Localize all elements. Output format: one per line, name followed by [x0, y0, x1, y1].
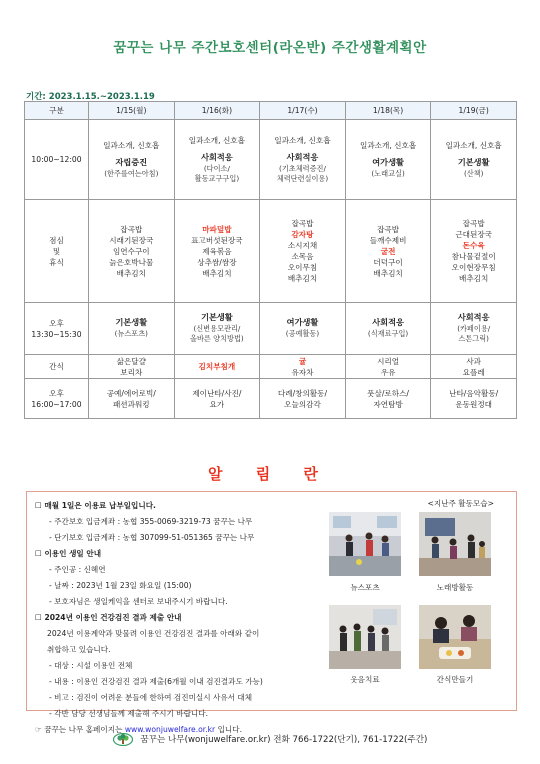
notice-item: - 날짜 : 2023년 1월 23일 화요일 (15:00) — [49, 581, 192, 590]
cell-line: 유자차 — [291, 367, 314, 377]
notice-item: - 주간보호 입금계좌 : 농협 355-0069-3219-73 꿈꾸는 나무 — [49, 517, 253, 526]
cell-detail: (다이소/ — [203, 163, 230, 173]
cell-program: 사회적응 — [286, 151, 319, 162]
table-row — [25, 379, 517, 419]
schedule-cell — [89, 355, 175, 379]
header-day: 1/15(월) — [89, 102, 175, 120]
schedule-cell — [260, 379, 346, 419]
cell-line: 난타/음악활동/ — [449, 388, 499, 398]
notice-section-heading: ☐ 2024년 이용인 건강검진 결과 제출 안내 — [35, 613, 182, 622]
notice-item: - 대상 : 시설 이용인 전체 — [49, 661, 133, 670]
cell-line: 배추김치 — [202, 268, 232, 278]
cell-program: 사회적응 — [372, 317, 404, 328]
cell-program: 기본생활 — [457, 156, 490, 167]
notice-item: - 보호자님은 생일케익을 센터로 보내주시기 바랍니다. — [49, 597, 228, 606]
cell-line: 잡곡밥 — [291, 219, 314, 228]
schedule-cell — [89, 200, 175, 303]
cell-line: 요가 — [209, 399, 225, 409]
schedule-cell — [431, 355, 517, 379]
schedule-cell — [174, 379, 260, 419]
cell-line: 우유 — [380, 367, 396, 377]
notice-box — [26, 491, 517, 734]
row-label-line: 및 — [52, 246, 61, 256]
cell-intro: 일과소개, 신호흡 — [274, 135, 331, 145]
cell-detail: (카페이용/ — [457, 324, 491, 333]
cell-detail: (뉴스포츠) — [114, 329, 148, 339]
schedule-cell — [174, 303, 260, 355]
cell-line: 참나물겉절이 — [451, 252, 496, 261]
cell-program: 자립증진 — [115, 156, 148, 167]
weekly-schedule-table — [24, 101, 517, 419]
cell-menu-highlight: 돈수육 — [462, 241, 485, 250]
activity-photo-laughter — [329, 605, 401, 669]
row-label — [25, 355, 89, 379]
row-label-line: 오후 — [49, 318, 64, 328]
cell-line: 보리차 — [120, 367, 143, 377]
schedule-period: 기간: 2023.1.15.~2023.1.19 — [26, 92, 155, 102]
cell-line: 오이현장무침 — [451, 263, 496, 272]
footer — [0, 733, 540, 746]
cell-detail: 스톤그릭) — [458, 334, 489, 344]
notice-section-heading: ☐ 매월 1일은 이용료 납부일입니다. — [35, 501, 156, 510]
cell-detail: 활동교구구입) — [194, 173, 240, 183]
row-label-line: 오후 — [49, 388, 64, 398]
cell-program: 사회적응 — [457, 312, 490, 323]
cell-line: 배추김치 — [459, 274, 489, 283]
cell-line: 소시지채 — [287, 241, 318, 250]
cell-line: 상추쌈/쌈장 — [197, 257, 237, 267]
header-day: 1/16(화) — [174, 102, 260, 120]
notice-paragraph: 취합하고 있습니다. — [47, 645, 111, 654]
photo-caption-4: 간식만들기 — [436, 675, 474, 684]
cell-detail: (기초체력증진/ — [279, 163, 326, 173]
row-label-line: 점심 — [49, 235, 64, 245]
cell-line: 표고버섯된장국 — [191, 235, 243, 245]
cell-line: 제이난타/사진/ — [192, 388, 242, 398]
activity-photo-snack — [419, 605, 491, 669]
cell-line: 들깨수제비 — [369, 235, 407, 245]
cell-line: 자연탐방 — [373, 399, 403, 409]
cell-menu-highlight: 김치부침개 — [198, 362, 236, 371]
cell-intro: 일과소개, 신호흡 — [359, 140, 417, 150]
cell-line: 근대된장국 — [455, 230, 493, 239]
header-category: 구분 — [25, 102, 89, 120]
cell-line: 시리얼 — [377, 356, 400, 366]
cell-line: 잡곡밥 — [120, 224, 143, 234]
notice-text — [35, 498, 335, 738]
cell-line: 오이무침 — [287, 263, 318, 272]
cell-line: 늙은호박나물 — [109, 257, 154, 267]
table-row — [25, 200, 517, 303]
cell-program: 여가생활 — [372, 156, 404, 167]
cell-line: 패션과워킹 — [112, 399, 150, 409]
schedule-cell — [345, 200, 431, 303]
notice-item: - 내용 : 이용인 건강검진 결과 제출(6개월 이내 검진결과도 가능) — [49, 677, 263, 686]
row-label — [25, 303, 89, 355]
photos-title: <지난주 활동모습> — [427, 499, 494, 508]
schedule-cell — [260, 303, 346, 355]
photo-caption-2: 노래방활동 — [436, 583, 474, 592]
cell-intro: 일과소개, 신호흡 — [188, 135, 245, 145]
row-label — [25, 379, 89, 419]
cell-intro: 일과소개, 신호흡 — [103, 140, 160, 150]
cell-line: 제육볶음 — [202, 246, 232, 256]
cell-menu-highlight: 귤 — [298, 356, 307, 366]
schedule-cell — [431, 303, 517, 355]
cell-line: 오늘의감각 — [284, 399, 321, 409]
homepage-link[interactable]: www.wonjuwelfare.or.kr — [124, 725, 216, 734]
cell-detail: (공예활동) — [285, 329, 320, 339]
photo-caption-3: 웃음치료 — [350, 675, 380, 684]
activity-photo-karaoke — [419, 512, 491, 576]
photo-caption-1: 뉴스포츠 — [350, 583, 380, 592]
schedule-cell — [174, 355, 260, 379]
row-label-line: 간식 — [49, 362, 64, 371]
cell-menu-highlight: 감자탕 — [291, 230, 314, 239]
notice-paragraph: 2024년 이용계약과 맞물려 이용인 건강검진 결과를 아래와 같이 — [47, 629, 260, 638]
page-title: 꿈꾸는 나무 주간보호센터(라온반) 주간생활계획안 — [113, 40, 427, 56]
schedule-cell — [89, 303, 175, 355]
table-row — [25, 303, 517, 355]
row-label-line: 10:00~12:00 — [31, 155, 82, 164]
table-row — [25, 120, 517, 200]
schedule-cell — [89, 120, 175, 200]
schedule-cell — [345, 379, 431, 419]
row-label — [25, 200, 89, 303]
cell-program: 사회적응 — [201, 151, 233, 162]
cell-line: 배추김치 — [373, 268, 403, 278]
cell-program: 여가생활 — [286, 317, 319, 328]
notice-item: - 주인공 : 신혜연 — [49, 565, 106, 574]
tree-logo-icon — [113, 733, 133, 746]
cell-detail: (식재료구입) — [367, 329, 409, 339]
cell-line: 잡곡밥 — [462, 219, 485, 228]
cell-line: 소목음 — [291, 252, 314, 261]
cell-line: 시래기된장국 — [109, 235, 154, 245]
cell-program: 기본생활 — [115, 317, 148, 328]
cell-program: 기본생활 — [201, 312, 233, 323]
cell-line: 사과 — [466, 356, 482, 366]
cell-menu-highlight: 마파덮밥 — [202, 224, 232, 234]
cell-line: 더덕구이 — [373, 257, 403, 267]
schedule-cell — [174, 120, 260, 200]
notice-heading: 알 림 란 — [208, 465, 332, 483]
schedule-cell — [345, 303, 431, 355]
notice-section-heading: ☐ 이용인 생일 안내 — [35, 549, 102, 558]
cell-intro: 일과소개, 신호흡 — [445, 140, 502, 150]
schedule-cell — [260, 200, 346, 303]
cell-line: 배추김치 — [116, 268, 146, 278]
table-row — [25, 355, 517, 379]
notice-item: - 각반 담당 선생님들께 제출해 주시기 바랍니다. — [49, 709, 209, 718]
row-label-line: 휴식 — [49, 257, 64, 267]
notice-item: - 비고 : 검진이 어려운 분들에 한하여 검진미실시 사유서 대체 — [49, 693, 253, 702]
schedule-cell — [431, 200, 517, 303]
schedule-cell — [174, 200, 260, 303]
homepage-suffix: 입니다. — [217, 725, 242, 734]
cell-detail: (노래교실) — [371, 168, 405, 178]
cell-line: 잡곡밥 — [377, 224, 400, 234]
table-header-row — [25, 102, 517, 120]
cell-line: 공예/에어로빅/ — [106, 388, 156, 398]
cell-line: 배추김치 — [287, 274, 318, 283]
notice-item: - 단기보호 입금계좌 : 농협 307099-51-051365 꿈꾸는 나무 — [49, 533, 255, 542]
cell-menu-highlight: 굴전 — [380, 246, 396, 256]
cell-line: 풋살/로하스/ — [367, 388, 409, 398]
cell-line: 다례/창의활동/ — [277, 388, 328, 398]
cell-line: 요플레 — [462, 367, 485, 377]
row-label-line: 13:30~15:30 — [31, 329, 82, 339]
cell-detail: 올바른 양치방법) — [190, 334, 244, 344]
cell-detail: (한주를여는아침) — [104, 168, 159, 178]
cell-detail: 체력단련실이용) — [276, 173, 329, 183]
row-label — [25, 120, 89, 200]
activity-photo-sports — [329, 512, 401, 576]
header-day: 1/18(목) — [345, 102, 431, 120]
schedule-cell — [89, 379, 175, 419]
cell-line: 운동원정대 — [455, 399, 493, 409]
schedule-cell — [260, 355, 346, 379]
cell-detail: (산책) — [463, 168, 484, 178]
footer-contact: 꿈꾸는 나무(wonjuwelfare.or.kr) 전화 766-1722(단기), 761-1722(주간) — [140, 735, 428, 745]
schedule-cell — [345, 355, 431, 379]
schedule-cell — [431, 120, 517, 200]
header-day: 1/17(수) — [260, 102, 346, 120]
cell-line: 삶은달걀 — [116, 356, 146, 366]
schedule-cell — [345, 120, 431, 200]
schedule-cell — [431, 379, 517, 419]
cell-detail: (신변용모관리/ — [193, 324, 241, 333]
cell-line: 임연수구이 — [112, 246, 150, 256]
row-label-line: 16:00~17:00 — [31, 399, 82, 409]
header-day: 1/19(금) — [431, 102, 517, 120]
schedule-cell — [260, 120, 346, 200]
homepage-prefix: ☞ 꿈꾸는 나무 홈페이지는 — [35, 725, 123, 734]
